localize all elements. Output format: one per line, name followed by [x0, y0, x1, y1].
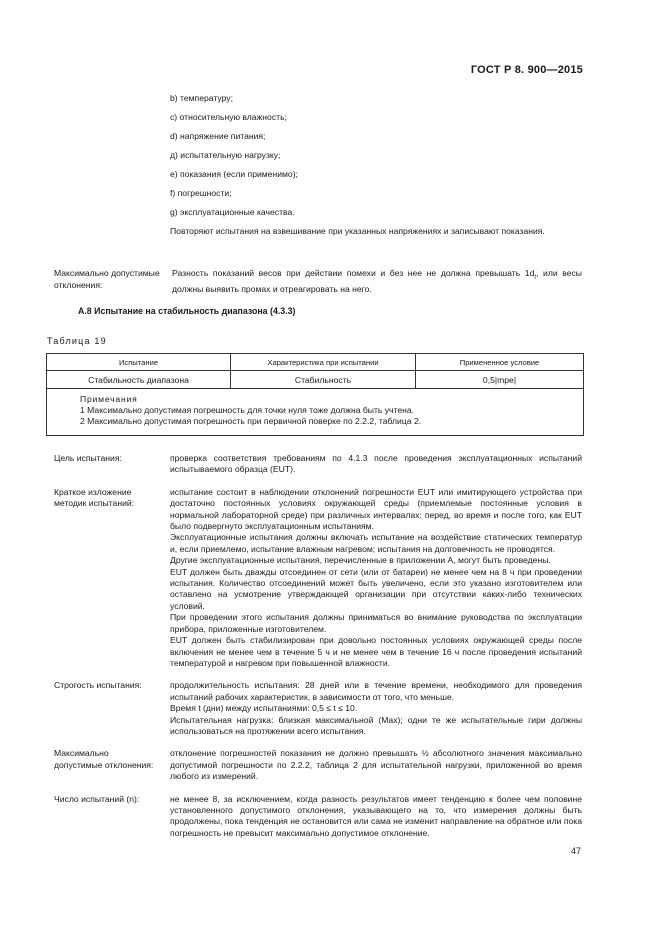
notes-title: Примечания: [80, 394, 138, 404]
parameter-list: [170, 92, 580, 237]
row-text: [170, 680, 582, 737]
row-paragraph: продолжительность испытания: 28 дней или в течение времени, необходимого для проведения испытаний рабочих характеристик, в зависимости от того, что меньше.: [170, 680, 582, 702]
test-description: [54, 453, 582, 850]
row-label: Максимально допустимые отклонения:: [54, 748, 154, 770]
row-paragraph: Другие эксплуатационные испытания, перечисленные в приложении А, могут быть проведены.: [170, 555, 551, 566]
list-item: d) напряжение питания;: [170, 131, 266, 141]
row-paragraph: При проведении этого испытания должны приниматься во внимание руководства по эксплуатации прибора, приложенные изготовителем.: [170, 612, 582, 634]
purpose-row: [54, 453, 582, 476]
table-19: [46, 353, 584, 436]
row-paragraph: EUT должен быть дважды отсоединен от сети (или от батареи) не менее чем на 8 ч при проведении испытания. Количество отсоединений может быть увеличено, если это указано изготовителем или оставлено на усмотрение утверждающей организации при отсутствии каких-либо технических условий.: [170, 566, 582, 611]
row-label: Цель испытания:: [54, 453, 122, 463]
row-paragraph: отклонение погрешностей показания не должно превышать ½ абсолютного значения максимально допустимой погрешности по 2.2.2, таблица 2 для испытательной нагрузки, приложенной во время любого из измерений.: [170, 748, 582, 782]
severity-row: [54, 680, 582, 737]
test-count-row: [54, 794, 582, 840]
note-item: 1 Максимально допустимая погрешность для точки нуля тоже должна быть учтена.: [80, 405, 415, 415]
list-item: b) температуру;: [170, 93, 233, 103]
table-header-cell: Примененное условие: [416, 354, 584, 371]
row-text: [170, 748, 582, 782]
row-paragraph: испытание состоит в наблюдении отклонений погрешности EUT или имитирующего устройства при достаточно постоянных условиях окружающей среды (приемлемые постоянные условия в нормальной лабораторной среде) при различных интервалах: перед, во время и после того, как EUT было подвергнуто эксплуатационным испытаниям.: [170, 486, 582, 532]
row-text: Разность показаний весов при действии помехи и без нее не должна превышать $1d_t$, или весы должны выявить промах и отреагировать на него.: [172, 268, 582, 295]
row-paragraph: не менее 8, за исключением, когда разность результатов имеет тенденцию к более чем половине установленного допустимого отклонения, указывающего на то, что измерения должны быть продолжены, пока тенденция не остановится или сама не изменит направление на обратное или пока погрешность не превысит максимально допустимое отклонение.: [170, 793, 582, 838]
table-cell: 0,5|mpe|: [416, 371, 584, 389]
list-item: д) испытательную нагрузку;: [170, 150, 281, 160]
document-header: ГОСТ Р 8. 900—2015: [470, 64, 583, 76]
list-item: g) эксплуатационные качества.: [170, 207, 295, 217]
row-paragraph: Время t (дни) между испытаниями: 0,5 ≤ t ≤ 10.: [170, 703, 358, 714]
table-header-cell: Характеристика при испытании: [231, 354, 416, 371]
row-paragraph: EUT должен быть стабилизирован при довольно постоянных условиях окружающей среды после включения не менее чем в течение 5 ч и не менее чем в течение 16 ч после проведения испытаний температурой и нагревом при повышенной влажности.: [170, 635, 582, 668]
note-item: 2 Максимально допустимая погрешность при первичной поверке по 2.2.2, таблица 2.: [80, 416, 422, 426]
table-cell: Стабильность: [231, 371, 416, 389]
section-title: А.8 Испытание на стабильность диапазона (4.3.3): [78, 306, 296, 316]
table-notes: [47, 389, 584, 436]
page-number: 47: [570, 846, 581, 856]
table-cell: Стабильность диапазона: [47, 371, 231, 389]
list-item: е) показания (если применимо);: [170, 169, 298, 179]
row-text: [170, 453, 582, 476]
row-paragraph: проверка соответствия требованиям по 4.1.3 после проведения эксплуатационных испытаний испытываемого образца (EUT).: [170, 453, 582, 475]
row-text: [170, 794, 582, 840]
row-label: Краткое изложение методик испытаний:: [54, 486, 135, 509]
row-paragraph: Испытательная нагрузка: близкая максимальной (Max); одни те же испытательные гири должны использоваться на протяжении всего испытания.: [170, 714, 582, 736]
list-item: c) относительную влажность;: [170, 112, 287, 122]
max-deviation-row-2: [54, 748, 582, 782]
row-label: Строгость испытания:: [54, 680, 142, 691]
repeat-paragraph: Повторяют испытания на взвешивание при указанных напряжениях и записывают показания.: [170, 226, 545, 236]
row-text: [170, 487, 582, 670]
table-caption: Таблица 19: [47, 336, 107, 346]
list-item: f) погрешности;: [170, 188, 232, 198]
row-label: Максимально допустимые отклонения:: [54, 268, 160, 290]
row-label: Число испытаний (n):: [54, 793, 140, 804]
row-paragraph: Эксплуатационные испытания должны включать испытание на воздействие статических температур и, если приемлемо, испытание влажным нагревом; испытания на долговечность не проводятся.: [170, 532, 582, 554]
table-header-cell: Испытание: [47, 354, 231, 371]
procedure-row: [54, 487, 582, 670]
